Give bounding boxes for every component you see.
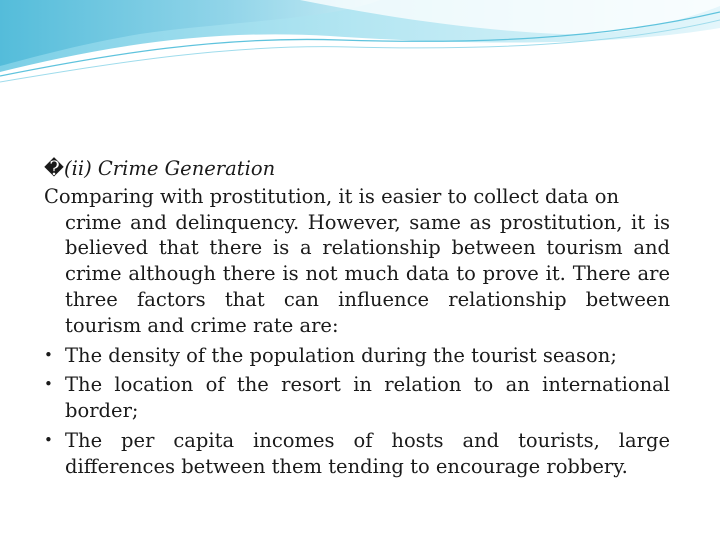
replacement-glyph-icon: � <box>44 157 64 180</box>
bullet-item-1 <box>44 343 670 369</box>
header-wave-banner <box>0 0 720 90</box>
bullet-dot-icon: • <box>44 430 53 449</box>
bullet-text: The location of the resort in relation to an international border; <box>65 373 670 423</box>
bullet-dot-icon: • <box>44 345 53 364</box>
section-heading-text: (ii) Crime Generation <box>64 157 276 180</box>
bullet-text: The per capita incomes of hosts and tourists, large differences between them tending to encourage robbery. <box>65 428 670 478</box>
paragraph-continuation: crime and delinquency. However, same as prostitution, it is believed that there is a relationship between tourism and crime although there is not much data to prove it. There are three factors that can influence relationship between tourism and crime rate are: <box>65 210 670 337</box>
slide-body <box>44 156 670 480</box>
body-paragraph <box>44 184 670 339</box>
bullet-item-2 <box>44 372 670 424</box>
bullet-text: The density of the population during the tourist season; <box>65 343 617 367</box>
section-heading <box>44 156 670 182</box>
paragraph-first-line: Comparing with prostitution, it is easier to collect data on <box>44 184 620 208</box>
bullet-dot-icon: • <box>44 375 53 394</box>
bullet-item-3 <box>44 428 670 480</box>
